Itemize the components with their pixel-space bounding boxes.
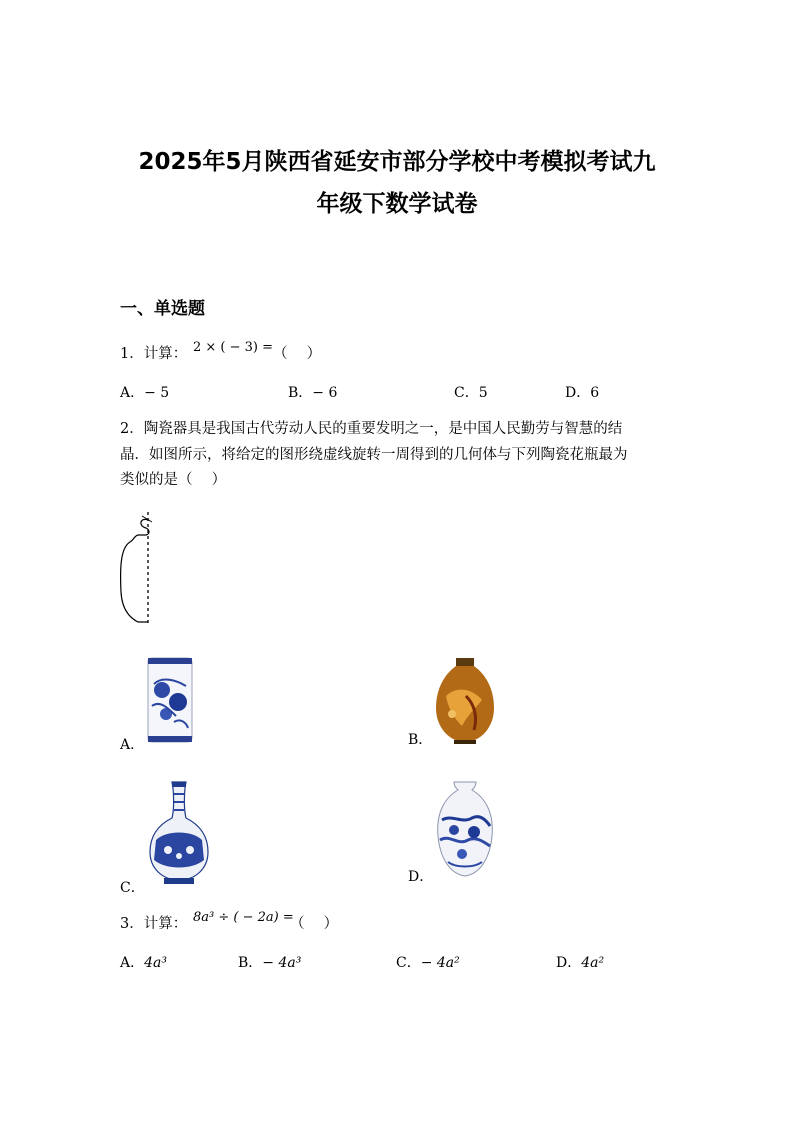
q1-option-b[interactable] [288,382,337,402]
vase-long-neck-icon[interactable] [146,780,212,886]
option-label: C． [454,385,479,401]
q2-stem-line2: 晶．如图所示，将给定的图形绕虚线旋转一周得到的几何体与下列陶瓷花瓶最为 [120,447,628,463]
option-label: D． [565,385,591,401]
q2-option-c-label: C． [120,880,145,896]
option-label: C． [396,955,421,971]
option-label: A． [120,955,145,971]
q1-stem: 1．计算： [120,346,188,362]
q3-stem: 3．计算： [120,916,188,932]
option-value: − 6 [312,385,338,401]
paper-title-line1: 2025年5月陕西省延安市部分学校中考模拟考试九 [138,149,656,175]
option-value: − 5 [144,385,170,401]
q2-stem-line1: 2．陶瓷器具是我国古代劳动人民的重要发明之一，是中国人民勤劳与智慧的结 [120,421,623,437]
q3-option-d[interactable] [556,952,604,972]
rotation-outline-figure [112,510,162,628]
option-value: 5 [478,385,488,401]
q2-option-b-label: B． [408,732,433,748]
option-value: 4a² [581,955,605,971]
option-value: − 4a³ [262,955,302,971]
q1-option-a[interactable] [120,382,169,402]
q2-option-d-label: D． [408,869,434,885]
q3-option-b[interactable] [238,952,301,972]
option-value: 6 [590,385,600,401]
option-label: B． [288,385,313,401]
vase-ovoid-icon[interactable] [432,780,498,880]
q3-expression: 8a³ ÷ ( − 2a) = [193,910,294,925]
q3-option-a[interactable] [120,952,167,972]
vase-cylinder-icon[interactable] [146,656,194,744]
q2-stem-line3: 类似的是（ ） [120,472,227,488]
q1-expression: 2 × ( − 3) = [193,340,274,355]
q1-option-d[interactable] [565,382,599,402]
option-value: − 4a² [420,955,460,971]
vase-round-icon[interactable] [432,656,498,746]
q3-answer-paren: （ ） [290,916,339,932]
option-value: 4a³ [144,955,167,971]
option-label: B． [238,955,263,971]
section-heading: 一、单选题 [120,299,205,319]
option-label: D． [556,955,582,971]
q2-option-a-label: A． [120,737,145,753]
option-label: A． [120,385,145,401]
q3-option-c[interactable] [396,952,460,972]
q1-answer-paren: （ ） [273,346,322,362]
paper-title-line2: 年级下数学试卷 [316,191,478,217]
q1-option-c[interactable] [454,382,488,402]
